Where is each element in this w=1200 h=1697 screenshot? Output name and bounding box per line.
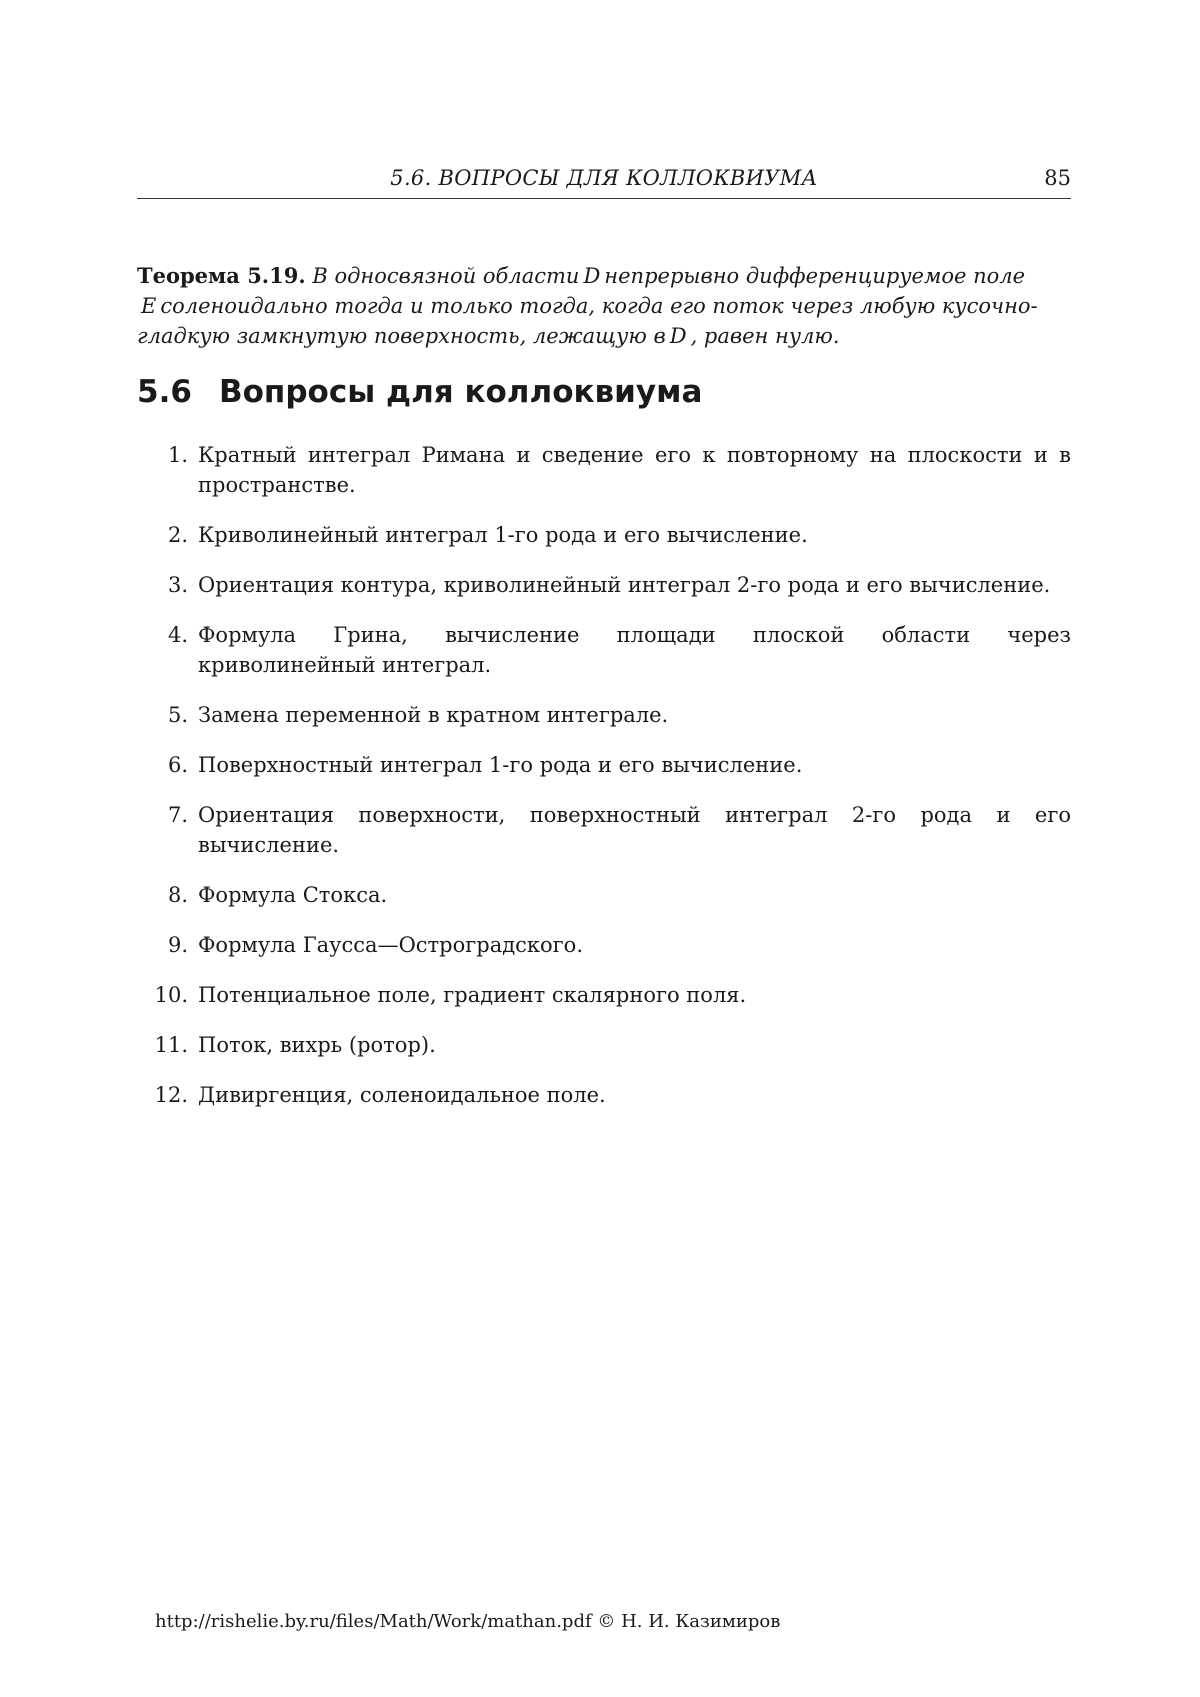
math-variable-domain-2: D: [669, 324, 687, 348]
theorem-text-part-1: В односвязной области: [312, 264, 580, 288]
question-text: Формула Гаусса—Остроградского.: [198, 933, 583, 957]
question-number: 4.: [167, 623, 188, 647]
theorem-text-part-4: , равен нулю.: [690, 324, 840, 348]
list-item: [137, 620, 1071, 680]
list-item: [137, 980, 1071, 1010]
question-number: 5.: [167, 703, 188, 727]
question-list: [137, 440, 1071, 1130]
question-text: Кратный интеграл Римана и сведение его к повторному на плоскости и в пространстве.: [198, 443, 1071, 497]
question-number: 12.: [154, 1083, 188, 1107]
list-item: [137, 1080, 1071, 1110]
question-number: 2.: [167, 523, 188, 547]
list-item: [137, 930, 1071, 960]
running-header: [137, 166, 1071, 199]
list-item: [137, 750, 1071, 780]
section-title: Вопросы для коллоквиума: [219, 374, 703, 410]
question-number: 8.: [167, 883, 188, 907]
question-text: Формула Грина, вычисление площади плоской области через криволинейный интеграл.: [198, 623, 1071, 677]
question-text: Поток, вихрь (ротор).: [198, 1033, 436, 1057]
question-text: Дивиргенция, соленоидальное поле.: [198, 1083, 606, 1107]
question-number: 10.: [154, 983, 188, 1007]
running-header-title: 5.6. ВОПРОСЫ ДЛЯ КОЛЛОКВИУМА: [390, 166, 818, 190]
question-number: 3.: [167, 573, 188, 597]
list-item: [137, 520, 1071, 550]
question-text: Ориентация контура, криволинейный интеграл 2-го рода и его вычисление.: [198, 573, 1051, 597]
question-text: Формула Стокса.: [198, 883, 388, 907]
question-text: Поверхностный интеграл 1-го рода и его вычисление.: [198, 753, 803, 777]
section-heading: [137, 374, 1071, 410]
footer-source: http://rishelie.by.ru/files/Math/Work/mathan.pdf © Н. И. Казимиров: [155, 1611, 781, 1632]
theorem-label: Теорема 5.19.: [137, 263, 306, 288]
question-text: Ориентация поверхности, поверхностный интеграл 2-го рода и его вычисление.: [198, 803, 1071, 857]
question-number: 1.: [167, 443, 188, 467]
list-item: [137, 700, 1071, 730]
list-item: [137, 880, 1071, 910]
theorem-5-19: [137, 261, 1071, 351]
math-variable-field: E: [141, 294, 157, 318]
list-item: [137, 570, 1071, 600]
theorem-text-part-2: непрерывно дифференцируемое поле: [604, 264, 1026, 288]
question-text: Замена переменной в кратном интеграле.: [198, 703, 669, 727]
list-item: [137, 440, 1071, 500]
theorem-text-part-3: соленоидально тогда и только тогда, когда его поток через любую кусочно-гладкую замкнутую поверхность, лежащую в: [137, 294, 1038, 348]
section-number: 5.6: [137, 374, 192, 410]
question-text: Потенциальное поле, градиент скалярного поля.: [198, 983, 747, 1007]
page-number: 85: [1044, 166, 1071, 190]
question-number: 6.: [167, 753, 188, 777]
question-number: 9.: [167, 933, 188, 957]
math-variable-domain: D: [583, 264, 601, 288]
question-number: 7.: [167, 803, 188, 827]
question-number: 11.: [154, 1033, 188, 1057]
list-item: [137, 1030, 1071, 1060]
question-text: Криволинейный интеграл 1-го рода и его вычисление.: [198, 523, 808, 547]
list-item: [137, 800, 1071, 860]
